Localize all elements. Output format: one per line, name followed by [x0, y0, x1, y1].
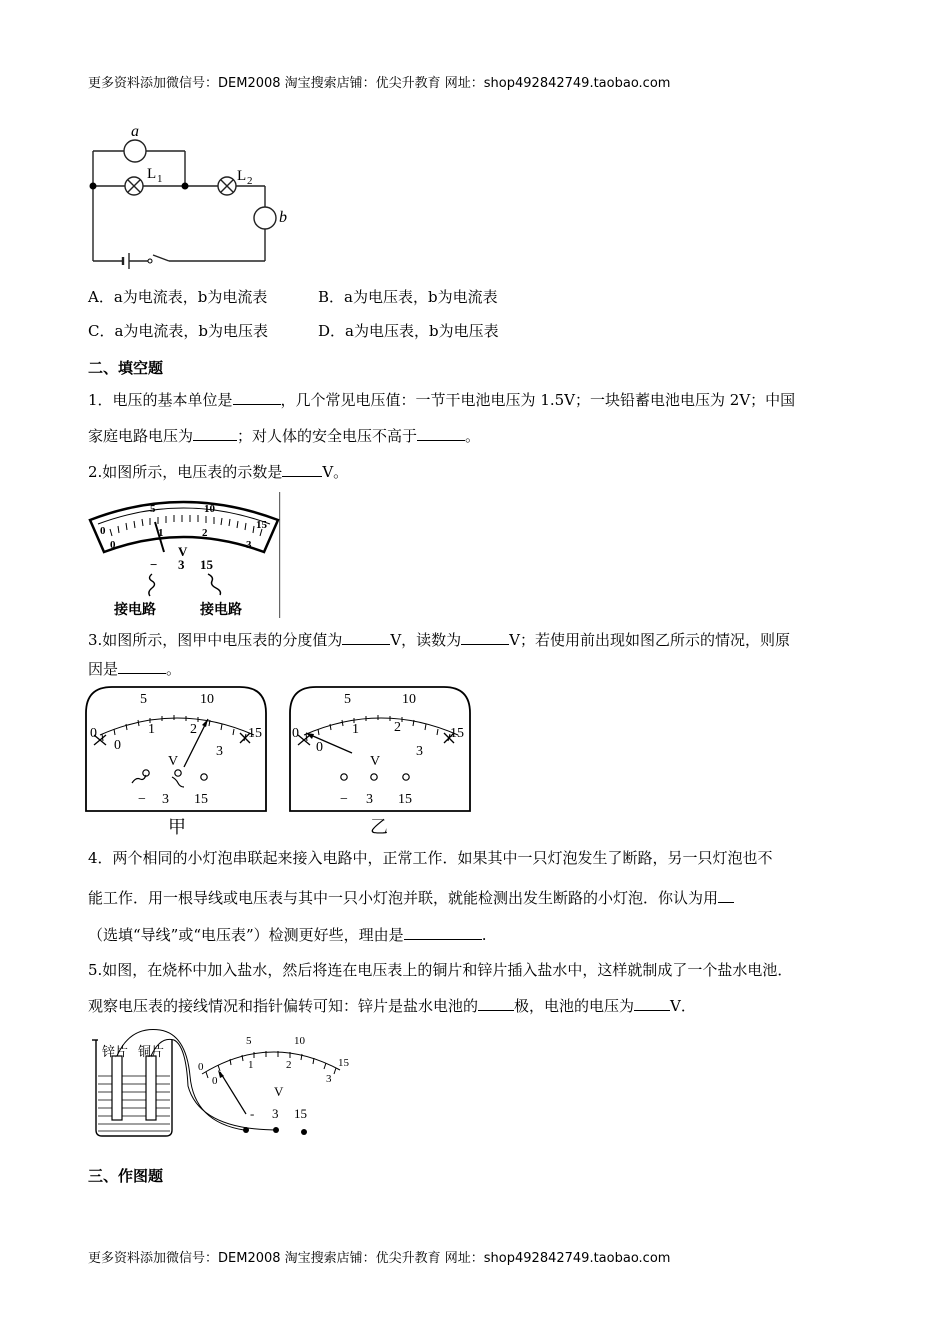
q2-scale-bottom-2: 2 — [202, 527, 208, 539]
caption-jia: 甲 — [168, 817, 186, 837]
q5-terminal-minus: - — [250, 1106, 255, 1121]
q5-scale-top-15: 15 — [338, 1057, 349, 1069]
yi-unit-v: V — [370, 754, 381, 769]
label-l1: L — [147, 166, 157, 182]
question-3-line-2: 因是 。 — [88, 660, 182, 678]
label-b: b — [279, 209, 287, 226]
q5-terminal-3: 3 — [272, 1106, 279, 1121]
q2-terminal-3: 3 — [178, 557, 185, 572]
jia-scale-bottom-0: 0 — [114, 738, 121, 753]
voltmeter-figure-jia — [84, 685, 270, 837]
q5-scale-bottom-3: 3 — [326, 1073, 332, 1085]
jia-scale-bottom-1: 1 — [148, 722, 155, 737]
q5-scale-top-5: 5 — [246, 1035, 252, 1047]
jia-scale-bottom-3: 3 — [216, 744, 223, 759]
jia-scale-bottom-2: 2 — [190, 722, 197, 737]
yi-scale-top-10: 10 — [402, 692, 416, 707]
option-b: B．a为电压表，b为电流表 — [318, 288, 498, 306]
q5-unit-v: V — [274, 1084, 284, 1099]
label-a: a — [131, 123, 139, 140]
q2-unit-v: V — [178, 544, 188, 559]
label-zinc: 锌片 — [102, 1044, 129, 1059]
q5-scale-bottom-0: 0 — [212, 1075, 218, 1087]
salt-water-battery-figure — [90, 1026, 356, 1144]
yi-scale-bottom-1: 1 — [352, 722, 359, 737]
question-3-line-1: 3.如图所示，图甲中电压表的分度值为 V，读数为 V；若使用前出现如图乙所示的情况，则原 — [88, 631, 791, 649]
yi-terminal-15: 15 — [398, 792, 412, 807]
q2-scale-top-5: 5 — [150, 503, 156, 515]
q5-scale-bottom-1: 1 — [248, 1059, 254, 1071]
question-1-line-2: 家庭电路电压为 ；对人体的安全电压不高于 。 — [88, 427, 481, 445]
label-l2-sub: 2 — [247, 175, 253, 187]
jia-unit-v: V — [168, 754, 179, 769]
voltmeter-figure-q2 — [86, 492, 286, 620]
yi-scale-top-15: 15 — [450, 726, 464, 741]
q5-scale-top-0: 0 — [198, 1061, 204, 1073]
option-c: C．a为电流表，b为电压表 — [88, 322, 269, 340]
q5-pointer — [220, 1072, 246, 1114]
yi-scale-bottom-2: 2 — [394, 720, 401, 735]
q2-connect-right: 接电路 — [200, 603, 242, 618]
q2-terminal-15: 15 — [200, 557, 213, 572]
q2-scale-bottom-0: 0 — [110, 539, 116, 551]
q2-scale-top-0: 0 — [100, 525, 106, 537]
meter-b-circle — [254, 207, 276, 229]
question-5-line-1: 5.如图，在烧杯中加入盐水，然后将连在电压表上的铜片和锌片插入盐水中，这样就制成了一个盐水电池． — [88, 961, 793, 979]
question-1-line-1: 1．电压的基本单位是 ，几个常见电压值：一节干电池电压为 1.5V；一块铅蓄电池电压为 2V；中国 — [88, 391, 796, 409]
jia-scale-top-5: 5 — [140, 692, 147, 707]
question-4-line-2: 能工作．用一根导线或电压表与其中一只小灯泡并联，就能检测出发生断路的小灯泡．你认为用 — [88, 888, 734, 908]
q5-scale-bottom-2: 2 — [286, 1059, 292, 1071]
yi-terminal-minus: − — [340, 792, 348, 807]
q2-scale-top-15: 15 — [256, 519, 267, 531]
jia-terminal-minus: − — [138, 792, 146, 807]
yi-scale-top-5: 5 — [344, 692, 351, 707]
q2-terminal-minus: − — [150, 557, 158, 572]
page-header: 更多资料添加微信号：DEM2008 淘宝搜索店铺：优尖升教育 网址：shop492842749.taobao.com — [88, 76, 671, 91]
jia-terminal-3: 3 — [162, 792, 169, 807]
option-d: D．a为电压表，b为电压表 — [318, 322, 499, 340]
q5-scale-top-10: 10 — [294, 1035, 305, 1047]
section-title-fill-blank: 二、填空题 — [88, 359, 164, 377]
page-footer: 更多资料添加微信号：DEM2008 淘宝搜索店铺：优尖升教育 网址：shop492842749.taobao.com — [88, 1251, 671, 1266]
jia-scale-top-10: 10 — [200, 692, 214, 707]
voltmeter-figure-yi — [288, 685, 474, 837]
caption-yi: 乙 — [370, 817, 388, 837]
question-4-line-1: 4．两个相同的小灯泡串联起来接入电路中，正常工作．如果其中一只灯泡发生了断路，另一只灯泡也不 — [88, 849, 773, 867]
label-l2: L — [237, 168, 247, 184]
jia-scale-top-15: 15 — [248, 726, 262, 741]
q2-scale-top-10: 10 — [204, 503, 215, 515]
yi-scale-top-0: 0 — [292, 726, 299, 741]
label-l1-sub: 1 — [157, 173, 163, 185]
circuit-diagram — [85, 118, 305, 273]
jia-terminal-15: 15 — [194, 792, 208, 807]
question-4-line-3: （选填“导线”或“电压表”）检测更好些，理由是 . — [88, 926, 487, 944]
q5-terminal-15: 15 — [294, 1106, 307, 1121]
question-2-text: 2.如图所示，电压表的示数是 V。 — [88, 463, 349, 481]
q2-connect-left: 接电路 — [114, 603, 156, 618]
jia-scale-top-0: 0 — [90, 726, 97, 741]
yi-scale-bottom-3: 3 — [416, 744, 423, 759]
label-copper: 铜片 — [138, 1044, 165, 1059]
meter-a-circle — [124, 140, 146, 162]
question-5-line-2: 观察电压表的接线情况和指针偏转可知：锌片是盐水电池的 极，电池的电压为 V． — [88, 997, 696, 1015]
section-title-drawing: 三、作图题 — [88, 1167, 164, 1185]
q2-scale-bottom-3: 3 — [246, 539, 252, 551]
option-a: A．a为电流表，b为电流表 — [88, 288, 268, 306]
q2-scale-bottom-1: 1 — [158, 527, 164, 539]
yi-terminal-3: 3 — [366, 792, 373, 807]
yi-scale-bottom-0: 0 — [316, 740, 323, 755]
